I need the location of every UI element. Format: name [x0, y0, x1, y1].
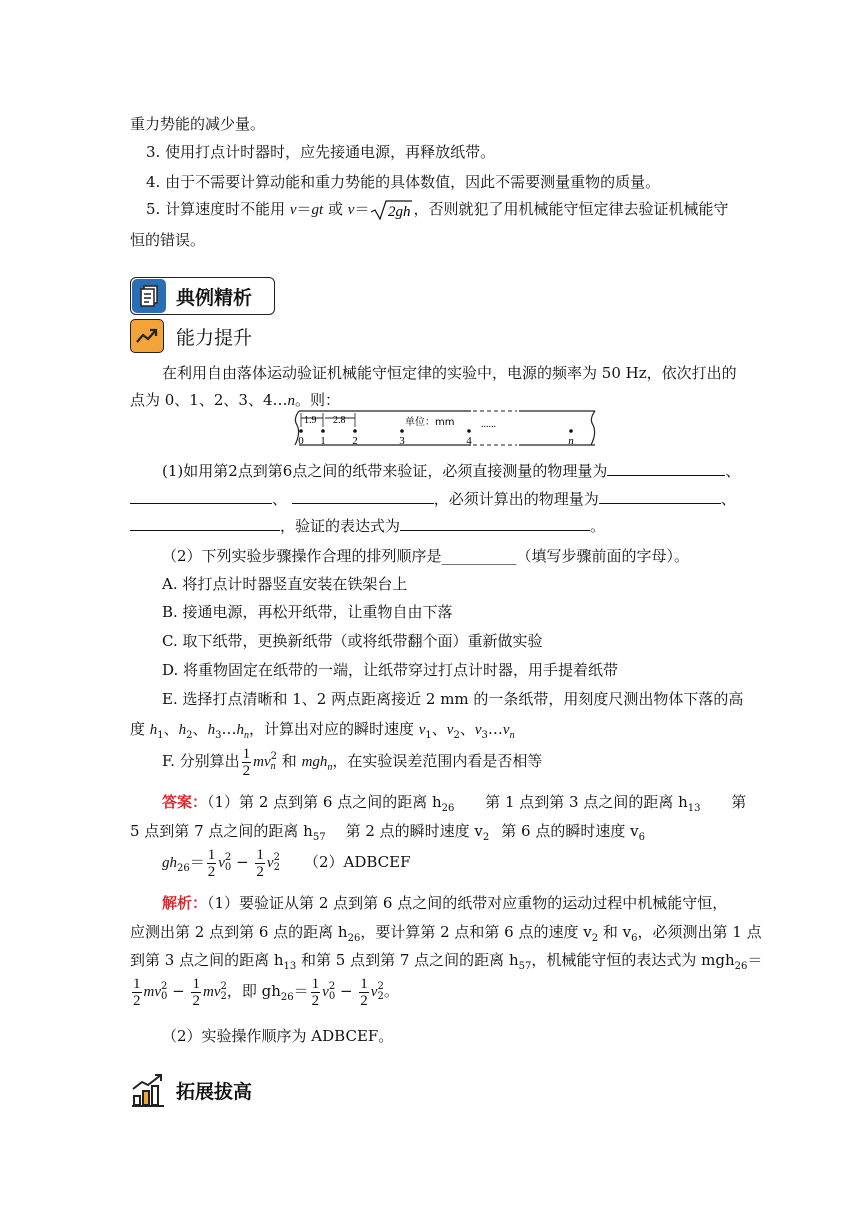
answer-line: 5 点到第 7 点之间的距离 $h_{57}$ 第 2 点的瞬时速度 $v_2$ 第 6 点的瞬时速度 $v_6$: [130, 822, 645, 843]
answer-blank[interactable]: [607, 461, 725, 476]
question-2-line: （2）下列实验步骤操作合理的排列顺序是__________（填写步骤前面的字母）。: [162, 547, 690, 565]
trend-icon: [130, 319, 164, 353]
question-1-line: ，验证的表达式为 。: [130, 516, 605, 536]
section-title: 拓展拔高: [176, 1080, 253, 1103]
step-item: A. 将打点计时器竖直安装在铁架台上: [162, 575, 408, 593]
section-title: 典例精析: [176, 286, 253, 309]
question-1-line: (1)如用第2点到第6点之间的纸带来验证，必须直接测量的物理量为 、: [162, 462, 741, 480]
answer-blank[interactable]: [130, 489, 272, 504]
intro-line: 4. 由于不需要计算动能和重力势能的具体数值，因此不需要测量重物的质量。: [146, 173, 661, 191]
tape-unit-label: 单位：mm: [405, 417, 455, 428]
sqrt-symbol: [369, 198, 413, 222]
answer-blank[interactable]: [130, 516, 280, 531]
problem-text: 点为 0、1、2、3、4…n。则：: [130, 391, 341, 409]
answer-formula: $gh_{26}=$ $\frac{1}{2}$ v 2 0 − $\frac{1}{2}$ v 2 2 （2）ADBCEF: [162, 846, 411, 880]
tape-point-label: n: [568, 435, 574, 447]
intro-line: 恒的错误。: [130, 231, 206, 249]
intro-line: 5. 计算速度时不能用 v＝gt 或 v＝ 2gh ，否则就犯了用机械能守恒定律去验证机械能守: [146, 200, 729, 220]
answer-line: 答案：（1）第 2 点到第 6 点之间的距离 $h_{26}$ 第 1 点到第 3 点之间的距离 $h_{13}$ 第: [162, 793, 747, 814]
tape-distance-label: 2.8: [333, 415, 346, 426]
answer-label: 答案：: [162, 793, 208, 811]
analysis-line: 解析：（1）要验证从第 2 点到第 6 点之间的纸带对应重物的运动过程中机械能守恒，: [162, 894, 728, 912]
tape-point-label: 4: [466, 435, 472, 447]
step-item: E. 选择打点清晰和 1、2 两点距离接近 2 mm 的一条纸带，用刻度尺测出物体下落的高: [162, 690, 744, 708]
bar-growth-icon: [130, 1072, 166, 1108]
problem-text: 在利用自由落体运动验证机械能守恒定律的实验中，电源的频率为 50 Hz，依次打出的: [162, 364, 737, 382]
section-header-extend: [130, 1072, 252, 1108]
tape-dot: [569, 429, 573, 433]
step-item: B. 接通电源，再松开纸带，让重物自由下落: [162, 603, 453, 621]
analysis-formula: $\frac{1}{2}$ mv 2 0 − $\frac{1}{2}$ mv 2 2 ，即 $gh_{26}=$ $\frac{1}{2}$ v 2 0 − $\frac{1}{2}$ v 2 2 。: [133, 975, 399, 1009]
section-header-example: [130, 277, 275, 315]
tape-point-label: 2: [352, 435, 358, 447]
paper-tape-figure: [285, 405, 601, 447]
question-1-line: 、 ，必须计算出的物理量为 、: [130, 489, 736, 509]
analysis-line: （2）实验操作顺序为 ADBCEF。: [162, 1027, 394, 1045]
step-item: D. 将重物固定在纸带的一端，让纸带穿过打点计时器，用手提着纸带: [162, 661, 619, 679]
tape-distance-label: 1.9: [304, 415, 317, 426]
answer-blank[interactable]: [599, 489, 721, 504]
answer-blank[interactable]: [292, 489, 434, 504]
intro-line: 3. 使用打点计时器时，应先接通电源，再释放纸带。: [146, 143, 496, 161]
section-title: 能力提升: [176, 326, 253, 349]
document-icon: [132, 279, 166, 313]
analysis-line: 到第 3 点之间的距离 $h_{13}$ 和第 5 点到第 7 点之间的距离 $h_{57}$，机械能守恒的表达式为 mgh$_{26}$＝: [130, 951, 763, 972]
tape-point-label: 0: [298, 435, 304, 447]
tape-point-label: 1: [320, 435, 326, 447]
tape-dot: [400, 429, 404, 433]
tape-dot: [299, 429, 303, 433]
tape-point-label: 3: [399, 435, 405, 447]
tape-dot: [353, 429, 357, 433]
svg-text:2gh: 2gh: [388, 204, 411, 220]
analysis-label: 解析：: [162, 894, 208, 912]
tape-dot: [467, 429, 471, 433]
step-item: 度 $h_1$、$h_2$、$h_3\dots h_n$，计算出对应的瞬时速度 $v_1$、$v_2$、$v_3\dots v_n$: [130, 720, 515, 741]
step-item: C. 取下纸带，更换新纸带（或将纸带翻个面）重新做实验: [162, 632, 543, 650]
analysis-line: 应测出第 2 点到第 6 点的距离 $h_{26}$，要计算第 2 点和第 6 点的速度 $v_2$ 和 $v_6$，必须测出第 1 点: [130, 923, 762, 944]
tape-ellipsis: ......: [481, 419, 496, 430]
tape-dot: [321, 429, 325, 433]
section-header-ability: [130, 318, 252, 354]
intro-line: 重力势能的减少量。: [130, 115, 266, 133]
answer-blank[interactable]: [400, 516, 590, 531]
step-item: F. 分别算出 $\frac{1}{2}$ mv 2 n 和 mgh$_n$，在实验误差范围内看是否相等: [162, 745, 543, 779]
